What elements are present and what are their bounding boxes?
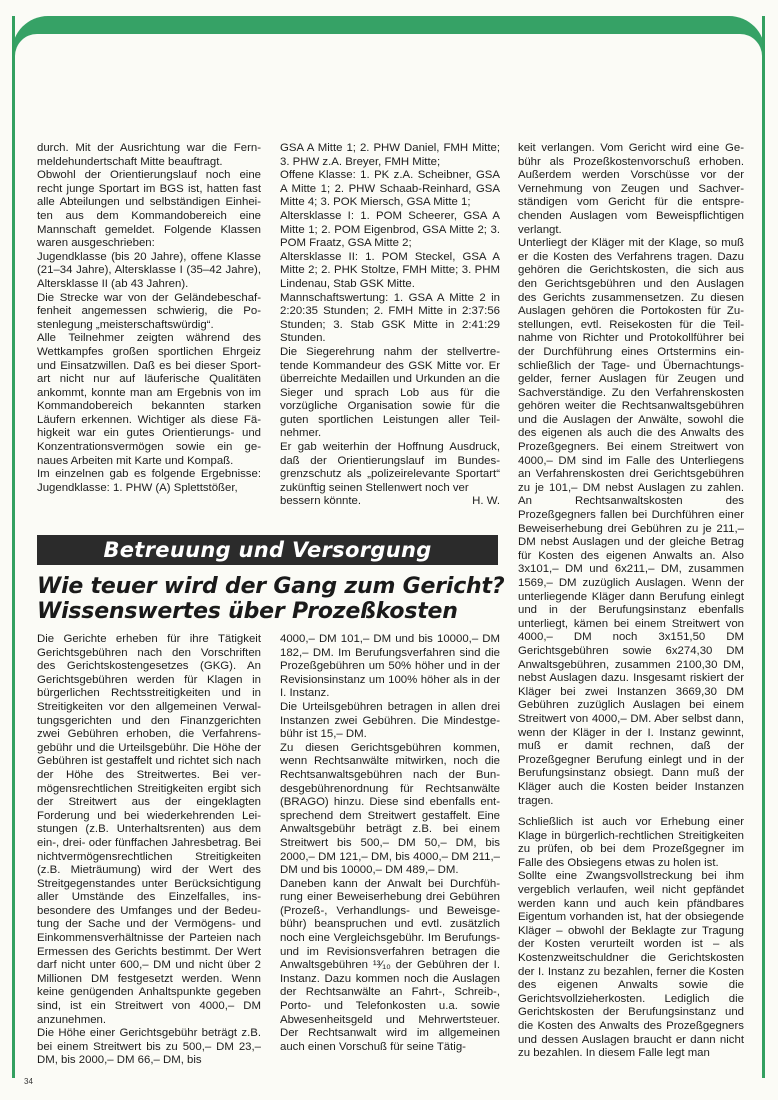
- paragraph: Er gab weiterhin der Hoffnung Ausdruck, daß der Orientierungslauf im Bundesgrenzschutz als „polizeirelevante Sportart“ zukünftig seinen Stellenwert noch ver: [280, 441, 500, 494]
- paragraph: Alle Teilnehmer zeigten während des Wettkampfes großen sportlichen Ehrgeiz und Einsatzwillen. Daß es bei dieser Sportart nicht nur auf läuferische Qualitäten ankommt, konnte man am Ergebnis von im Kommandobereich bekannten starken Läufern erkennen. Wichtiger als diese Fähigkeit war ein gutes Orientierungs- und Konzentrationsvermögen sowie ein genaues Arbeiten mit Karte und Kompaß.: [37, 332, 261, 467]
- paragraph: Mannschaftswertung: 1. GSA A Mitte 2 in 2:20:35 Stunden; 2. FMH Mitte in 2:37:56 Stunden; 3. Stab GSK Mitte in 2:41:29 Stunden.: [280, 291, 500, 345]
- headline-line-1: Wie teuer wird der Gang zum Gericht?: [37, 574, 505, 599]
- section-banner: Betreuung und Versorgung: [37, 535, 498, 565]
- article-headline: [37, 574, 507, 624]
- paragraph: Die Strecke war von der Geländebeschaffenheit angemessen schwierig, die Postenlegung „meisterschaftswürdig“.: [37, 291, 261, 331]
- paragraph: GSA A Mitte 1; 2. PHW Daniel, FMH Mitte; 3. PHW z.A. Breyer, FMH Mitte;: [280, 142, 500, 168]
- article1-column-2: [280, 142, 500, 509]
- paragraph: Die Siegerehrung nahm der stellvertretende Kommandeur des GSK Mitte vor. Er überreichte Medaillen und Urkunden an die Sieger und sprach Lob aus für die vorzügliche Organisation sowie für die guten sportlichen Leistungen aller Teilnehmer.: [280, 345, 500, 440]
- paragraph: Die Höhe einer Gerichtsgebühr beträgt z.B. bei einem Streitwert bis zu 500,– DM 23,– DM, bis 2000,– DM 66,– DM, bis: [37, 1027, 261, 1067]
- headline-line-2: Wissenswertes über Prozeßkosten: [37, 599, 458, 624]
- paragraph: Im einzelnen gab es folgende Ergebnisse: Jugendklasse: 1. PHW (A) Splettstößer,: [37, 468, 261, 494]
- paragraph: Die Urteilsgebühren betragen in allen drei Instanzen zwei Gebühren. Die Mindestgebühr ist 15,– DM.: [280, 700, 500, 741]
- paragraph: Obwohl der Orientierungslauf noch eine recht junge Sportart im BGS ist, hatten fast alle Abteilungen und selbständigen Einheiten aus dem Kommandobereich eine Mannschaft gemeldet. Folgende Klassen waren ausgeschrieben:: [37, 169, 261, 250]
- frame-top-inner: [15, 34, 762, 74]
- article2-column-3: [518, 142, 744, 1061]
- paragraph: Die Gerichte erheben für ihre Tätigkeit Gerichtsgebühren nach den Vorschriften des Gerichtskostengesetzes (GKG). An Gerichtsgebühren werden für Klagen in bürgerlichen Rechtsstreitigkeiten und in Streitigkeiten vor den allgemeinen Verwaltungsgerichten und den Finanzgerichten zwei Gebühren erhoben, die Verfahrensgebühr und die Urteilsgebühr. Die Höhe der Gebühren ist gestaffelt und richtet sich nach der Höhe des Streitwertes. Bei vermögensrechtlichen Streitigkeiten ergibt sich der Streitwert aus der eingeklagten Forderung und bei wiederkehrenden Leistungen (z.B. Unterhaltsrenten) aus dem ein-, drei- oder fünffachen Jahresbetrag. Bei nichtvermögensrechtlichen Streitigkeiten (z.B. Mieträumung) wird der Wert des Streitgegenstandes unter Berücksichtigung aller Umstände des Einzelfalles, insbesondere des Umfanges und der Bedeutung der Sache und der Vermögens- und Einkommensverhältnisse der Parteien nach Ermessen des Gerichts bestimmt. Der Wert darf nicht unter 600,– DM und nicht über 2 Millionen DM festgesetzt werden. Wenn keine genügenden Anhaltspunkte gegeben sind, ist ein Streitwert von 4000,– DM anzunehmen.: [37, 633, 261, 1026]
- paragraph: 4000,– DM 101,– DM und bis 10000,– DM 182,– DM. Im Berufungsverfahren sind die Prozeßgebühren um 50% höher und in der Revisionsinstanz um 100% höher als in der I. Instanz.: [280, 633, 500, 700]
- paragraph: Schließlich ist auch vor Erhebung einer Klage in bürgerlich-rechtlichen Streitigkeiten zu prüfen, ob bei dem Prozeßgegner im Falle des Obsiegens etwas zu holen ist.: [518, 816, 744, 869]
- page-number: 34: [24, 1077, 33, 1086]
- paragraph: Zu diesen Gerichtsgebühren kommen, wenn Rechtsanwälte mitwirken, noch die Rechtsanwaltsgebühren nach der Bundesgebührenordnung für Rechtsanwälte (BRAGO) hinzu. Diese sind ebenfalls entsprechend dem Streitwert gestaffelt. Eine Anwaltsgebühr beträgt z.B. bei einem Streitwert bis 500,– DM 50,– DM, bis 2000,– DM 121,– DM, bis 4000,– DM 211,– DM und bis 10000,– DM 489,– DM.: [280, 741, 500, 877]
- paragraph: keit verlangen. Vom Gericht wird eine Gebühr als Prozeßkostenvorschuß erhoben. Außerdem werden Vorschüsse vor der Vernehmung von Zeugen und Sachverständigen vom Gericht für die entsprechenden Auslagen vom Beweispflichtigen verlangt.: [518, 142, 744, 236]
- article1-column-1: [37, 142, 261, 495]
- paragraph: Altersklasse II: 1. POM Steckel, GSA A Mitte 2; 2. PHK Stoltze, FMH Mitte; 3. PHM Lindenau, Stab GSK Mitte.: [280, 250, 500, 290]
- paragraph: Altersklasse I: 1. POM Scheerer, GSA A Mitte 1; 2. POM Eigenbrod, GSA Mitte 2; 3. POM Fraatz, GSA Mitte 2;: [280, 209, 500, 250]
- paragraph: Offene Klasse: 1. PK z.A. Scheibner, GSA A Mitte 1; 2. PHW Schaab-Reinhard, GSA Mitte 4; 3. POK Miersch, GSA Mitte 1;: [280, 169, 500, 209]
- article2-column-2: [280, 633, 500, 1054]
- paragraph: Unterliegt der Kläger mit der Klage, so muß er die Kosten des Verfahrens tragen. Dazu gehören die Gerichtskosten, die sich aus den Gerichtsgebühren und den Auslagen des Gerichts zusammensetzen. Zu diesen Auslagen gehören die Portokosten für Zustellungen, evtl. Reisekosten für die Teilnahme von Richter und Protokollführer bei der Durchführung eines Ortstermins einschließlich der Tage- und Übernachtungsgelder, ferner Auslagen für Zeugen und Sachverständige. Zu den Verfahrenskosten gehören weiter die Rechtsanwaltsgebühren und die Auslagen der Anwälte, sowohl die des eigenen als auch die des Anwalts des Prozeßgegners. Bei einem Streitwert von 4000,– DM sind im Falle des Unterliegens an Verfahrenskosten drei Gerichtsgebühren zu je 101,– DM nebst Auslagen zu zahlen. An Rechtsanwaltskosten des Prozeßgegners fallen bei Durchführen einer Beweiserhebung drei Gebühren zu je 211,– DM nebst Auslagen und der gleiche Betrag für Kosten des eigenen Anwalts an. Also 3x101,– DM und 6x211,– DM, zusammen 1569,– DM zuzüglich Auslagen. Wenn der unterliegende Kläger dann Berufung einlegt und in der Berufungsinstanz ebenfalls unterliegt, kämen bei einem Streitwert von 4000,– DM noch 3x151,50 DM Gerichtsgebühren sowie 6x274,30 DM Anwaltsgebühren, zusammen 2100,30 DM, nebst Auslagen dazu. Insgesamt riskiert der Kläger bei zwei Instanzen 3669,30 DM Gebühren zuzüglich Auslagen bei einem Streitwert von 4000,– DM. Aber selbst dann, wenn der Kläger in der I. Instanz gewinnt, muß er damit rechnen, daß der Prozeßgegner Berufung einlegt und in der Berufungsinstanz obsiegt. Dann muß der Kläger auch die Kosten beider Instanzen tragen.: [518, 237, 744, 807]
- paragraph: durch. Mit der Ausrichtung war die Fernmeldehundertschaft Mitte beauftragt.: [37, 142, 261, 168]
- paragraph: Sollte eine Zwangsvollstreckung bei ihm vergeblich verlaufen, weil nicht gepfändet werden kann und auch kein pfändbares Eigentum vorhanden ist, hat der obsiegende Kläger – obwohl der Beklagte zur Tragung der Kosten verurteilt worden ist – als Kostenzweitschuldner die Gerichtskosten der I. Instanz zu bezahlen, ferner die Kosten des eigenen Anwalts sowie die Gerichtsvollzieherkosten. Lediglich die Gerichtskosten der Berufungsinstanz und die Kosten des Anwalts des Prozeßgegners und dessen Auslagen braucht er dann nicht zu bezahlen. In diesem Falle legt man: [518, 870, 744, 1060]
- article2-column-1: [37, 633, 261, 1068]
- paragraph: Jugendklasse (bis 20 Jahre), offene Klasse (21–34 Jahre), Altersklasse I (35–42 Jahre), Altersklasse II (ab 43 Jahren).: [37, 250, 261, 290]
- paragraph: Daneben kann der Anwalt bei Durchführung einer Beweiserhebung drei Gebühren (Prozeß-, Verhandlungs- und Beweisgebühr) beanspruchen und evtl. zusätzlich noch eine Vergleichsgebühr. Im Berufungs- und im Revisionsverfahren betragen die Anwaltsgebühren ¹³⁄₁₀ der Gebühren der I. Instanz. Dazu kommen noch die Auslagen der Rechtsanwälte an Fahrt-, Schreib-, Porto- und Telefonkosten u.a. sowie Abwesenheitsgeld und Mehrwertsteuer. Der Rechtsanwalt wird im allgemeinen auch einen Vorschuß für seine Tätig-: [280, 877, 500, 1053]
- author-signature: H. W.: [472, 495, 500, 508]
- closing-text: bessern könnte.: [280, 495, 362, 508]
- closing-line: [280, 495, 500, 509]
